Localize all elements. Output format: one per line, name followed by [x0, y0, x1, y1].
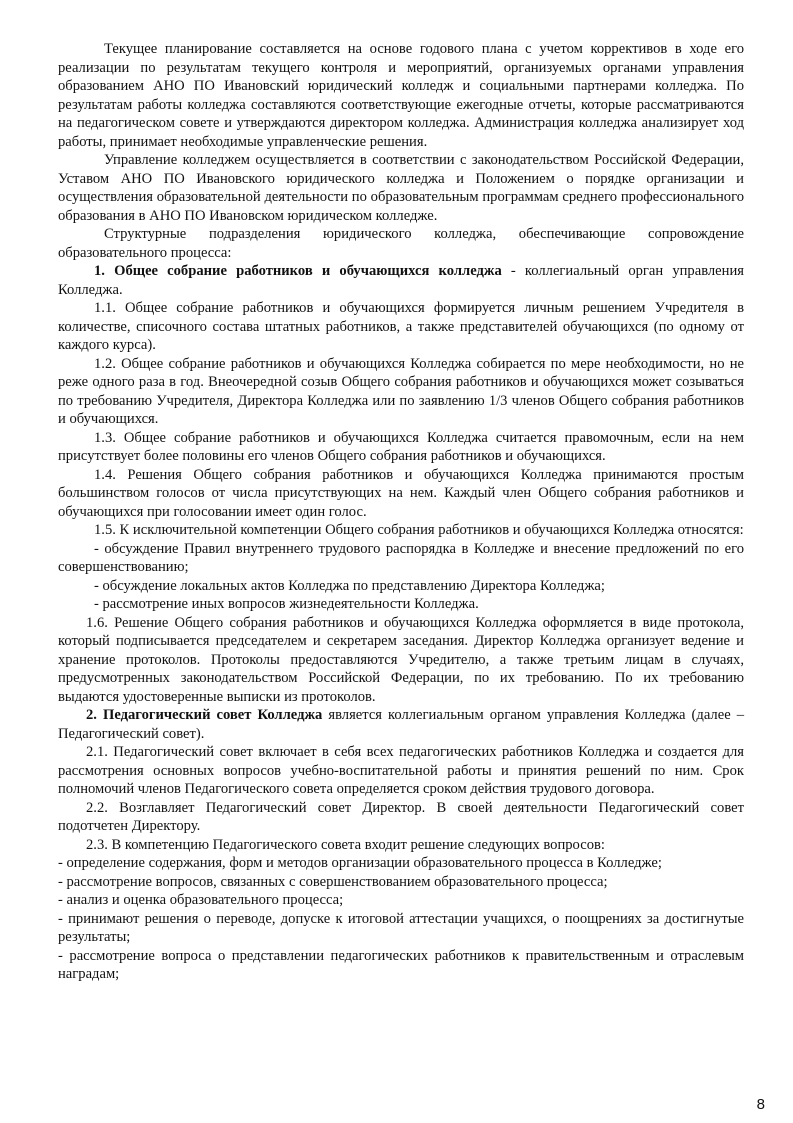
section-2-list-item: - рассмотрение вопроса о представлении педагогических работников к правительственным и отраслевым наградам; — [58, 947, 744, 982]
section-1-number: 1 — [94, 263, 102, 279]
section-1-item: 1.4. Решения Общего собрания работников и обучающихся Колледжа принимаются простым большинством голосов от числа присутствующих на нем. Каждый член Общего собрания работников и обучающихся при голосовании имеет один голос. — [58, 466, 744, 520]
section-2-title: Педагогический совет Колледжа — [102, 707, 323, 723]
section-1-item: 1.6. Решение Общего собрания работников и обучающихся Колледжа оформляется в виде протокола, который подписывается председателем и секретарем заседания. Директор Колледжа организует ведение и хранение протоколов. Протоколы предоставляются Учредителю, а также третьим лицам в случаях, предусмотренных законодательством Российской Федерации, по их требованию. По их требованию выдаются удостоверенные выписки из протоколов. — [58, 614, 744, 705]
section-1-item: 1.5. К исключительной компетенции Общего собрания работников и обучающихся Колледжа относятся: — [94, 522, 744, 538]
section-1-item: 1.1. Общее собрание работников и обучающихся формируется личным решением Учредителя в количестве, списочного состава штатных работников, а также представителей обучающихся (по одному от каждого курса). — [58, 300, 744, 353]
paragraph-planning: Текущее планирование составляется на основе годового плана с учетом коррективов в ходе его реализации по результатам текущего контроля и мероприятий, организуемых органами управления образованием АНО ПО Ивановский юридический колледж и социальными партнерами колледжа. По результатам работы колледжа составляются соответствующие ежегодные отчеты, которые рассматриваются на педагогическом совете и утверждаются директором колледжа. Администрация колледжа анализирует ход работы, принимает необходимые управленческие решения. — [58, 41, 744, 150]
section-2-heading — [58, 706, 744, 743]
section-2-list-item: - рассмотрение вопросов, связанных с совершенствованием образовательного процесса; — [58, 873, 608, 890]
section-1-title: Общее собрание работников и обучающихся колледжа — [114, 263, 502, 279]
section-1-item: 1.3. Общее собрание работников и обучающихся Колледжа считается правомочным, если на нем присутствует более половины его членов Общего собрания работников и обучающихся. — [58, 429, 744, 464]
section-2-item: 2.1. Педагогический совет включает в себя всех педагогических работников Колледжа и создается для рассмотрения основных вопросов учебно-воспитательной работы и принятия решений по ним. Срок полномочий членов Педагогического совета определяется сроком действия трудового договора. — [58, 744, 744, 797]
section-2-item: 2.2. Возглавляет Педагогический совет Директор. В своей деятельности Педагогический совет подотчетен Директору. — [58, 799, 744, 834]
section-2-description: является коллегиальным органом управления Колледжа (далее – Педагогический совет). — [58, 707, 744, 742]
section-1-heading: 1. Общее собрание работников и обучающихся колледжа - коллегиальный орган управления Колледжа. — [58, 263, 744, 298]
section-1-list-item: - обсуждение Правил внутреннего трудового распорядка в Колледже и внесение предложений по его совершенствованию; — [58, 540, 744, 575]
section-2-list-item: - анализ и оценка образовательного процесса; — [58, 892, 344, 908]
section-2-number: 2. — [86, 707, 97, 723]
paragraph-structure-intro: Структурные подразделения юридического колледжа, обеспечивающие сопровождение образовательного процесса: — [58, 226, 744, 261]
section-1-list-item: - обсуждение локальных актов Колледжа по представлению Директора Колледжа; — [94, 577, 605, 594]
section-2-list-item: - принимают решения о переводе, допуске к итоговой аттестации учащихся, о поощрениях за достигнутые результаты; — [58, 910, 744, 945]
document-body — [58, 40, 744, 984]
paragraph-management: Управление колледжем осуществляется в соответствии с законодательством Российской Федерации, Уставом АНО ПО Ивановского юридического колледжа и Положением о порядке организации и осуществления образовательной деятельности по образовательным программам среднего профессионального образования в АНО ПО Ивановском юридическом колледже. — [58, 152, 744, 224]
section-1-description: - коллегиальный орган управления Колледжа. — [58, 263, 744, 298]
section-1-list-item: - рассмотрение иных вопросов жизнедеятельности Колледжа. — [94, 596, 479, 612]
page-number: 8 — [756, 1096, 765, 1113]
section-1-item: 1.2. Общее собрание работников и обучающихся Колледжа собирается по мере необходимости, но не реже одного раза в год. Внеочередной созыв Общего собрания работников и обучающихся может созываться по требованию Учредителя, Директора Колледжа или по заявлению 1/3 членов Общего собрания работников и обучающихся. — [58, 355, 744, 427]
section-2-item: 2.3. В компетенцию Педагогического совета входит решение следующих вопросов: — [86, 836, 605, 853]
section-2-list-item: - определение содержания, форм и методов организации образовательного процесса в Колледже; — [58, 855, 662, 871]
